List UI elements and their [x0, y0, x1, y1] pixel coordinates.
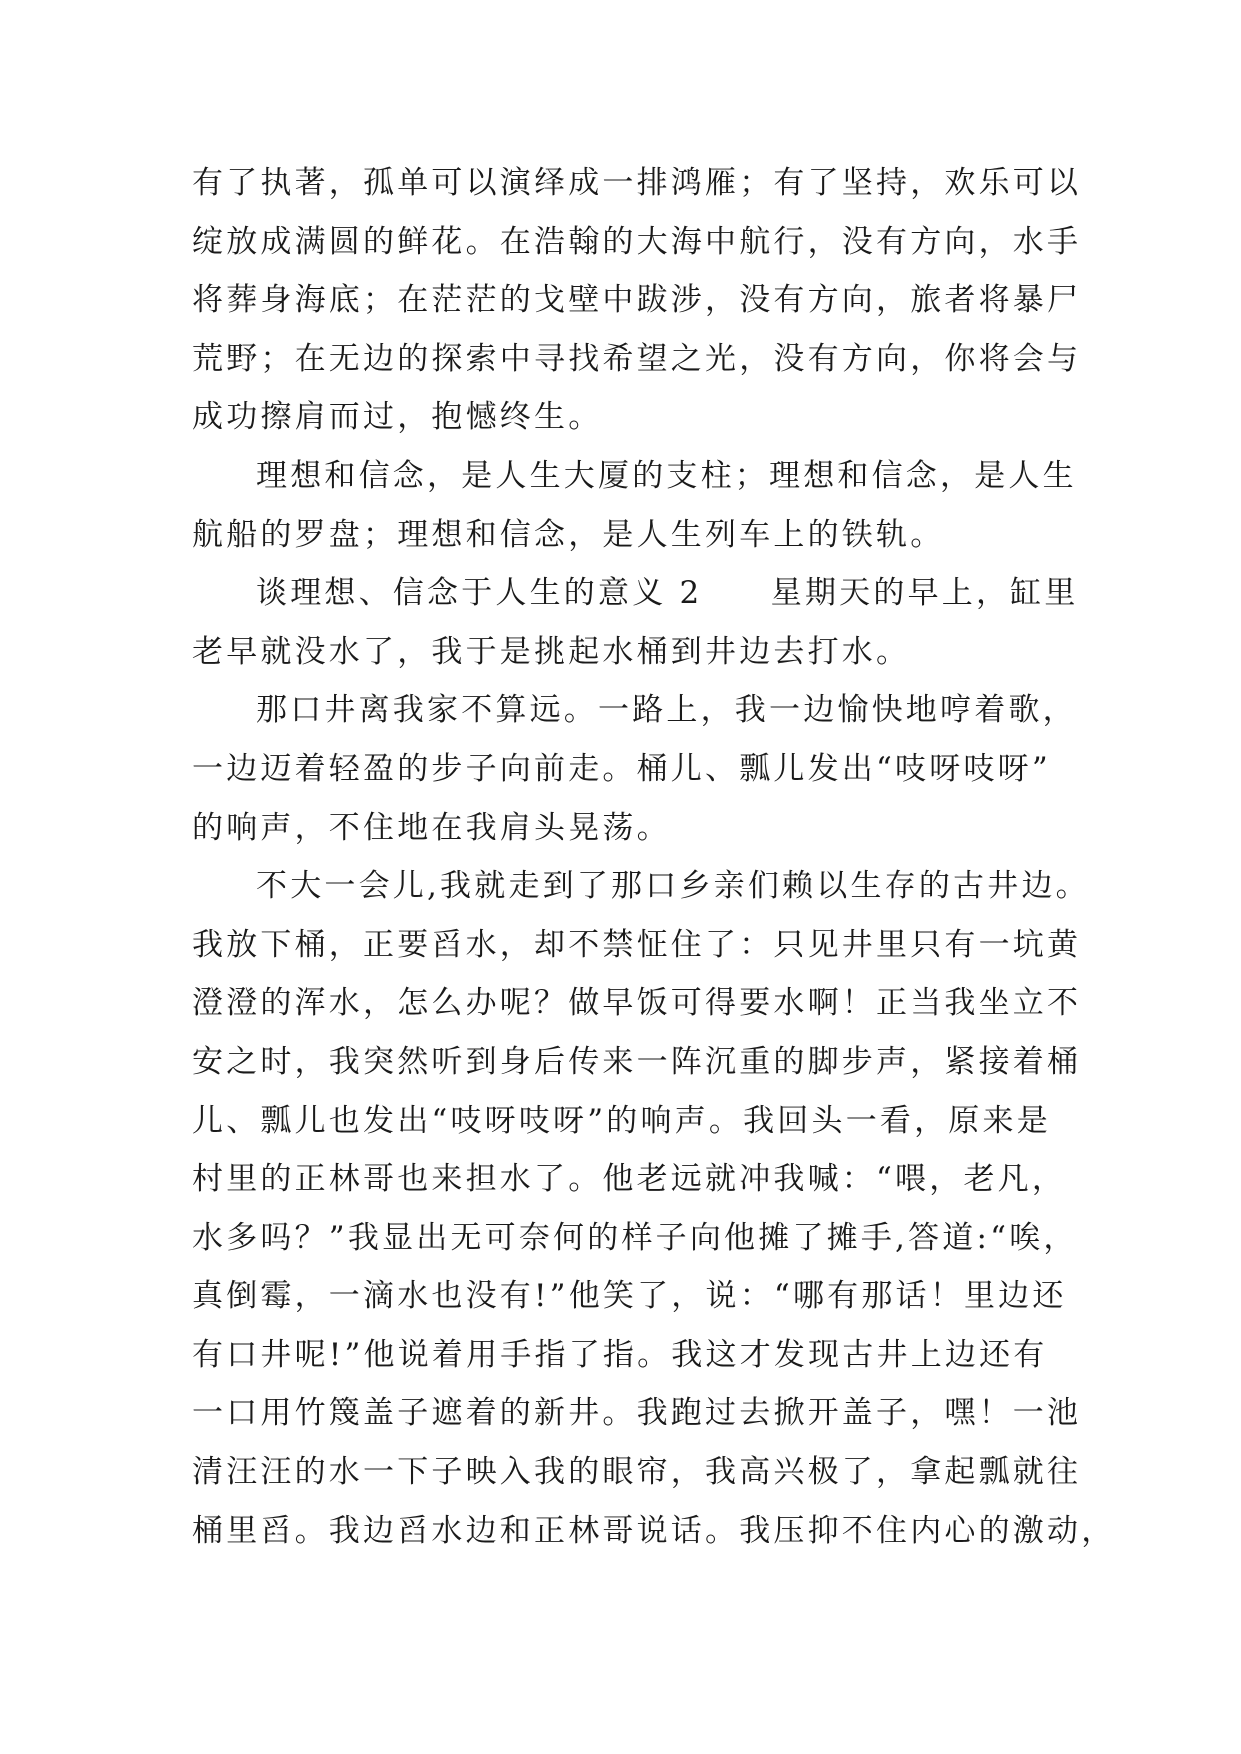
text-line: 绽放成满圆的鲜花。在浩翰的大海中航行，没有方向，水手 — [192, 223, 1082, 260]
text-line: 老早就没水了，我于是挑起水桶到井边去打水。 — [192, 633, 911, 670]
text-line: 将葬身海底；在茫茫的戈壁中跋涉，没有方向，旅者将暴尸 — [192, 282, 1082, 319]
text-line: 安之时，我突然听到身后传来一阵沉重的脚步声，紧接着桶 — [192, 1043, 1082, 1080]
text-line: 澄澄的浑水，怎么办呢？做早饭可得要水啊！正当我坐立不 — [192, 985, 1082, 1022]
text-line: 村里的正林哥也来担水了。他老远就冲我喊：“喂，老凡， — [192, 1161, 1067, 1198]
paragraph — [192, 857, 1116, 1560]
text-line: 一边迈着轻盈的步子向前走。桶儿、瓢儿发出“吱呀吱呀” — [192, 750, 1051, 787]
text-line: 儿、瓢儿也发出“吱呀吱呀”的响声。我回头一看，原来是 — [192, 1102, 1051, 1139]
paragraph — [192, 564, 1079, 681]
text-line: 真倒霉，一滴水也没有!”他笑了，说：“哪有那话！里边还 — [192, 1278, 1067, 1315]
text-line: 谈理想、信念于人生的意义 2 星期天的早上，缸里 — [256, 575, 1079, 612]
text-line: 一口用竹篾盖子遮着的新井。我跑过去掀开盖子，嘿！一池 — [192, 1395, 1082, 1432]
text-line: 那口井离我家不算远。一路上，我一边愉快地哼着歌， — [256, 692, 1077, 729]
text-line: 不大一会儿,我就走到了那口乡亲们赖以生存的古井边。 — [256, 868, 1090, 905]
text-line: 清汪汪的水一下子映入我的眼帘，我高兴极了，拿起瓢就往 — [192, 1454, 1082, 1491]
paragraph — [192, 681, 1077, 857]
text-line: 桶里舀。我边舀水边和正林哥说话。我压抑不住内心的激动， — [192, 1512, 1116, 1549]
text-line: 有口井呢!”他说着用手指了指。我这才发现古井上边还有 — [192, 1336, 1048, 1373]
paragraph — [192, 447, 1077, 564]
text-line: 成功擦肩而过，抱憾终生。 — [192, 399, 603, 436]
text-line: 有了执著，孤单可以演绎成一排鸿雁；有了坚持，欢乐可以 — [192, 165, 1082, 201]
document-body — [192, 154, 1116, 1560]
text-line: 荒野；在无边的探索中寻找希望之光，没有方向，你将会与 — [192, 340, 1082, 377]
text-line: 水多吗？”我显出无可奈何的样子向他摊了摊手,答道:“唉， — [192, 1219, 1078, 1256]
paragraph — [192, 154, 1082, 447]
text-line: 我放下桶，正要舀水，却不禁怔住了：只见井里只有一坑黄 — [192, 926, 1082, 963]
text-line: 的响声，不住地在我肩头晃荡。 — [192, 809, 671, 846]
text-line: 理想和信念，是人生大厦的支柱；理想和信念，是人生 — [256, 457, 1077, 494]
text-line: 航船的罗盘；理想和信念，是人生列车上的铁轨。 — [192, 516, 945, 553]
